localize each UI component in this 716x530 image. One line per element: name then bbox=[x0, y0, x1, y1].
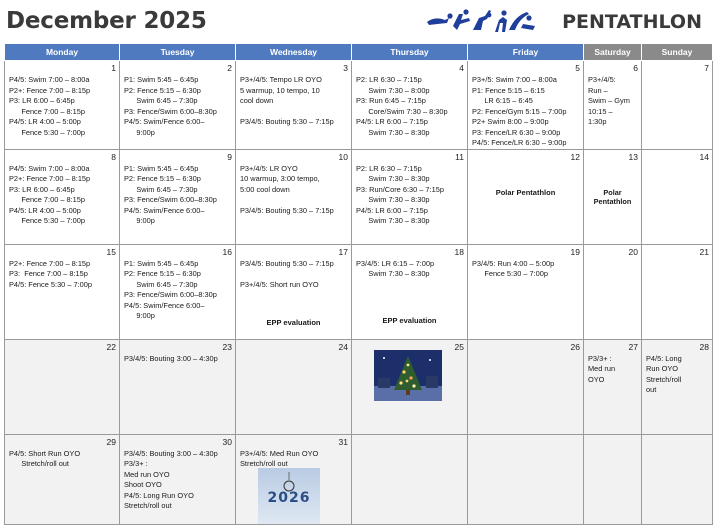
day-cell bbox=[120, 149, 236, 244]
day-header-monday: Monday bbox=[5, 44, 120, 61]
schedule-line: 5:00 cool down bbox=[240, 184, 290, 194]
schedule-line: Swim 6:45 – 7:30p bbox=[124, 184, 198, 194]
day-cell bbox=[236, 244, 352, 339]
week-row bbox=[5, 149, 713, 244]
schedule-line: Swim 7:30 – 8:30p bbox=[356, 269, 430, 278]
schedule-line: P3/4/5: Bouting 3:00 – 4:30p bbox=[124, 448, 218, 458]
day-number: 30 bbox=[222, 436, 232, 447]
year-2026-text: 2026 bbox=[267, 489, 311, 506]
schedule-line: P3: Fence/Swim 6:00–8:30p bbox=[124, 106, 217, 116]
schedule-line: P2: Fence 5:15 – 6:30p bbox=[124, 174, 201, 183]
schedule-line: P4/5: Swim/Fence 6:00– bbox=[124, 300, 205, 310]
schedule-line: P4/5: Short Run OYO bbox=[9, 448, 81, 458]
week-row bbox=[5, 244, 713, 339]
schedule-line: P3/3+ : bbox=[124, 459, 148, 468]
day-header-wednesday: Wednesday bbox=[236, 44, 352, 61]
schedule-line: P2: Fence 5:15 – 6:30p bbox=[124, 269, 201, 278]
schedule-line: P3/4/5: LR 6:15 – 7:00p bbox=[356, 258, 435, 268]
day-cell bbox=[120, 434, 236, 524]
schedule-line: P4/5: Fence 5:30 – 7:00p bbox=[9, 279, 93, 289]
schedule-line: P3: Fence/LR 6:30 – 9:00p bbox=[472, 127, 561, 137]
schedule-line: Med run bbox=[588, 364, 616, 373]
day-cell bbox=[584, 339, 642, 434]
day-cell bbox=[352, 61, 468, 150]
schedule-line: P1: Swim 5:45 – 6:45p bbox=[124, 163, 199, 173]
schedule-lines bbox=[120, 435, 235, 512]
schedule-line: P2+: Fence 7:00 – 8:15p bbox=[9, 174, 91, 183]
day-cell bbox=[642, 149, 713, 244]
schedule-line: P4/5: LR 4:00 – 5:00p bbox=[9, 205, 81, 215]
schedule-line: P2: LR 6:30 – 7:15p bbox=[356, 163, 422, 173]
day-header-friday: Friday bbox=[468, 44, 584, 61]
schedule-line: P3+/4/5: Short run OYO bbox=[240, 279, 319, 289]
day-number: 26 bbox=[570, 341, 580, 352]
event-label: Polar Pentathlon bbox=[593, 187, 632, 206]
day-cell bbox=[5, 244, 120, 339]
day-cell bbox=[120, 339, 236, 434]
day-number: 15 bbox=[106, 246, 116, 257]
schedule-line: P4/5: LR 6:00 – 7:15p bbox=[356, 205, 428, 215]
schedule-lines bbox=[5, 61, 119, 138]
day-number: 4 bbox=[459, 63, 464, 73]
schedule-line: P2+ Swim 8:00 – 9:00p bbox=[472, 117, 549, 126]
day-header-tuesday: Tuesday bbox=[120, 44, 236, 61]
empty-day-cell bbox=[642, 434, 713, 524]
schedule-line: P3+/4/5: Tempo LR OYO bbox=[240, 75, 322, 84]
day-cell bbox=[5, 434, 120, 524]
empty-day-cell bbox=[468, 434, 584, 524]
day-number: 6 bbox=[633, 63, 638, 73]
empty-day-cell bbox=[584, 434, 642, 524]
schedule-lines bbox=[352, 150, 467, 227]
schedule-line bbox=[240, 195, 348, 206]
day-number: 12 bbox=[570, 151, 580, 162]
schedule-line: OYO bbox=[588, 374, 605, 384]
day-number: 14 bbox=[699, 151, 709, 162]
schedule-line: P3+/4/5: Med Run OYO bbox=[240, 448, 319, 458]
schedule-line: 9:00p bbox=[124, 127, 155, 137]
day-number: 29 bbox=[106, 436, 116, 447]
new-year-2026-image bbox=[258, 468, 320, 524]
schedule-line: P3: LR 6:00 – 6:45p bbox=[9, 96, 75, 105]
day-number: 21 bbox=[699, 246, 709, 257]
day-number: 23 bbox=[222, 341, 232, 352]
schedule-line: Stretch/roll out bbox=[9, 459, 69, 468]
schedule-lines bbox=[236, 150, 351, 217]
day-cell bbox=[352, 149, 468, 244]
schedule-line: Swim 6:45 – 7:30p bbox=[124, 96, 198, 105]
day-cell bbox=[468, 244, 584, 339]
schedule-lines bbox=[120, 150, 235, 227]
day-number: 20 bbox=[628, 246, 638, 257]
schedule-line: Fence 5:30 – 7:00p bbox=[9, 216, 86, 225]
day-cell bbox=[352, 339, 468, 434]
day-number: 22 bbox=[106, 341, 116, 352]
schedule-line: P4/5: LR 6:00 – 7:15p bbox=[356, 117, 428, 126]
day-number: 7 bbox=[704, 63, 709, 73]
schedule-line: Swim 7:30 – 8:00p bbox=[356, 85, 430, 95]
schedule-line: P3+/5: Swim 7:00 – 8:00a bbox=[472, 75, 557, 84]
schedule-lines bbox=[468, 61, 583, 149]
day-cell bbox=[468, 339, 584, 434]
schedule-line: Stretch/roll out bbox=[124, 501, 172, 510]
schedule-line: P2: Fence/Gym 5:15 – 7:00p bbox=[472, 106, 567, 116]
day-cell bbox=[584, 149, 642, 244]
schedule-line bbox=[240, 107, 348, 118]
brand-name: PENTATHLON bbox=[562, 11, 702, 33]
day-cell bbox=[584, 244, 642, 339]
schedule-line: Stretch/roll out bbox=[240, 459, 288, 468]
day-cell bbox=[120, 244, 236, 339]
day-number: 19 bbox=[570, 246, 580, 257]
day-number: 18 bbox=[454, 246, 464, 257]
day-cell bbox=[120, 61, 236, 150]
pentathlon-athletes-logo bbox=[423, 6, 541, 34]
schedule-lines bbox=[120, 245, 235, 322]
day-cell bbox=[468, 61, 584, 150]
schedule-line: P4/5: Fence/LR 6:30 – 9:00p bbox=[472, 138, 567, 147]
schedule-line: Swim 7:30 – 8:30p bbox=[356, 216, 430, 225]
schedule-line: Run OYO bbox=[646, 364, 679, 373]
day-cell bbox=[642, 339, 713, 434]
day-number: 2 bbox=[227, 63, 232, 73]
day-number: 13 bbox=[628, 151, 638, 162]
event-label: EPP evaluation bbox=[382, 315, 437, 325]
christmas-tree-image bbox=[374, 350, 442, 401]
schedule-line: P3: LR 6:00 – 6:45p bbox=[9, 184, 75, 194]
schedule-line: P4/5: Swim 7:00 – 8:00a bbox=[9, 75, 90, 84]
schedule-line: P3+/4/5: bbox=[588, 75, 616, 84]
day-cell bbox=[236, 149, 352, 244]
schedule-line: Fence 7:00 – 8:15p bbox=[9, 195, 86, 204]
schedule-line: out bbox=[646, 385, 657, 394]
schedule-line: P2: Fence 5:15 – 6:30p bbox=[124, 85, 201, 95]
schedule-lines bbox=[5, 150, 119, 227]
day-number: 31 bbox=[338, 436, 348, 447]
schedule-line: P2+: Fence 7:00 – 8:15p bbox=[9, 258, 91, 268]
schedule-line: P4/5: Swim/Fence 6:00– bbox=[124, 205, 205, 215]
schedule-line: P3/4/5: Bouting 5:30 – 7:15p bbox=[240, 205, 334, 215]
schedule-line: P3: Fence/Swim 6:00–8:30p bbox=[124, 195, 217, 204]
day-number: 17 bbox=[338, 246, 348, 257]
day-header-row bbox=[5, 44, 713, 61]
schedule-line: P2+: Fence 7:00 – 8:15p bbox=[9, 85, 91, 95]
day-cell bbox=[352, 244, 468, 339]
schedule-line: LR 6:15 – 6:45 bbox=[472, 96, 533, 105]
schedule-line: P3: Fence 7:00 – 8:15p bbox=[9, 269, 88, 278]
day-number: 5 bbox=[575, 63, 580, 73]
schedule-lines bbox=[5, 435, 119, 470]
schedule-line: P3/4/5: Bouting 5:30 – 7:15p bbox=[240, 258, 334, 268]
schedule-line: 9:00p bbox=[124, 216, 155, 225]
day-number: 27 bbox=[628, 341, 638, 352]
day-cell bbox=[642, 244, 713, 339]
schedule-line: P1: Swim 5:45 – 6:45p bbox=[124, 258, 199, 268]
day-header-saturday: Saturday bbox=[584, 44, 642, 61]
day-cell bbox=[5, 149, 120, 244]
day-number: 1 bbox=[111, 63, 116, 73]
schedule-line: P4/5: LR 4:00 – 5:00p bbox=[9, 117, 81, 126]
schedule-line: Swim 7:30 – 8:30p bbox=[356, 127, 430, 137]
schedule-line: Swim 7:30 – 8:30p bbox=[356, 195, 430, 204]
day-number: 9 bbox=[227, 151, 232, 162]
schedule-line: P4/5: Swim 7:00 – 8:00a bbox=[9, 163, 90, 173]
schedule-line: 10 warmup, 3:00 tempo, bbox=[240, 174, 320, 183]
schedule-line: P3/4/5: Bouting 5:30 – 7:15p bbox=[240, 117, 334, 126]
schedule-line: Swim 7:30 – 8:30p bbox=[356, 174, 430, 183]
day-cell bbox=[642, 61, 713, 150]
schedule-lines bbox=[236, 61, 351, 128]
schedule-line: Shoot OYO bbox=[124, 480, 162, 489]
week-row bbox=[5, 61, 713, 150]
day-cell bbox=[236, 434, 352, 524]
schedule-lines bbox=[5, 245, 119, 291]
day-header-sunday: Sunday bbox=[642, 44, 713, 61]
day-cell bbox=[5, 61, 120, 150]
schedule-lines bbox=[236, 245, 351, 291]
schedule-line: Swim – Gym bbox=[588, 96, 630, 105]
schedule-line: 9:00p bbox=[124, 311, 155, 320]
schedule-line: P1: Fence 5:15 – 6:15 bbox=[472, 85, 545, 95]
day-cell bbox=[584, 61, 642, 150]
calendar-grid bbox=[4, 43, 713, 525]
empty-day-cell bbox=[352, 434, 468, 524]
event-label: EPP evaluation bbox=[266, 317, 321, 327]
schedule-line: P3: Run 6:45 – 7:15p bbox=[356, 96, 426, 105]
schedule-lines bbox=[120, 61, 235, 138]
event-label: Polar Pentathlon bbox=[495, 187, 556, 197]
day-number: 24 bbox=[338, 341, 348, 352]
schedule-line: 10:15 – bbox=[588, 106, 613, 116]
schedule-line: P3: Run/Core 6:30 – 7:15p bbox=[356, 184, 444, 194]
schedule-line: Fence 5:30 – 7:00p bbox=[472, 269, 549, 278]
week-row bbox=[5, 434, 713, 524]
page-title: December 2025 bbox=[6, 8, 207, 34]
day-number: 11 bbox=[455, 151, 464, 162]
schedule-line: P3/4/5: Bouting 3:00 – 4:30p bbox=[124, 353, 218, 363]
schedule-line: 1:30p bbox=[588, 117, 607, 126]
day-number: 3 bbox=[343, 63, 348, 73]
day-cell bbox=[468, 149, 584, 244]
day-number: 16 bbox=[222, 246, 232, 257]
schedule-line: P3/3+ : bbox=[588, 353, 612, 363]
day-header-thursday: Thursday bbox=[352, 44, 468, 61]
schedule-lines bbox=[120, 340, 235, 365]
schedule-line: 5 warmup, 10 tempo, 10 bbox=[240, 85, 320, 95]
schedule-lines bbox=[468, 245, 583, 280]
schedule-line: Stretch/roll bbox=[646, 374, 682, 384]
schedule-line: P4/5: Long bbox=[646, 353, 682, 363]
schedule-line: Swim 6:45 – 7:30p bbox=[124, 279, 198, 289]
schedule-line: Med run OYO bbox=[124, 469, 170, 479]
schedule-line bbox=[240, 269, 348, 280]
day-cell bbox=[236, 61, 352, 150]
schedule-lines bbox=[352, 61, 467, 138]
day-number: 25 bbox=[454, 341, 464, 352]
schedule-line: Core/Swim 7:30 – 8:30p bbox=[356, 106, 448, 116]
schedule-lines bbox=[352, 245, 467, 280]
schedule-line: P3/4/5: Run 4:00 – 5:00p bbox=[472, 258, 555, 268]
day-number: 8 bbox=[111, 151, 116, 162]
schedule-line: cool down bbox=[240, 96, 274, 105]
day-number: 10 bbox=[338, 151, 348, 162]
day-number: 28 bbox=[699, 341, 709, 352]
schedule-line: Run – bbox=[588, 85, 608, 95]
day-cell bbox=[5, 339, 120, 434]
schedule-line: P4/5: Swim/Fence 6:00– bbox=[124, 117, 205, 126]
week-row bbox=[5, 339, 713, 434]
day-cell bbox=[236, 339, 352, 434]
schedule-line: Fence 5:30 – 7:00p bbox=[9, 127, 86, 137]
schedule-line: P4/5: Long Run OYO bbox=[124, 490, 194, 500]
schedule-line: P3+/4/5: LR OYO bbox=[240, 163, 298, 173]
schedule-line: P2: LR 6:30 – 7:15p bbox=[356, 75, 422, 84]
schedule-line: P1: Swim 5:45 – 6:45p bbox=[124, 75, 199, 84]
schedule-line: Fence 7:00 – 8:15p bbox=[9, 106, 86, 116]
schedule-lines bbox=[236, 435, 351, 470]
schedule-line: P3: Fence/Swim 6:00–8:30p bbox=[124, 290, 217, 299]
